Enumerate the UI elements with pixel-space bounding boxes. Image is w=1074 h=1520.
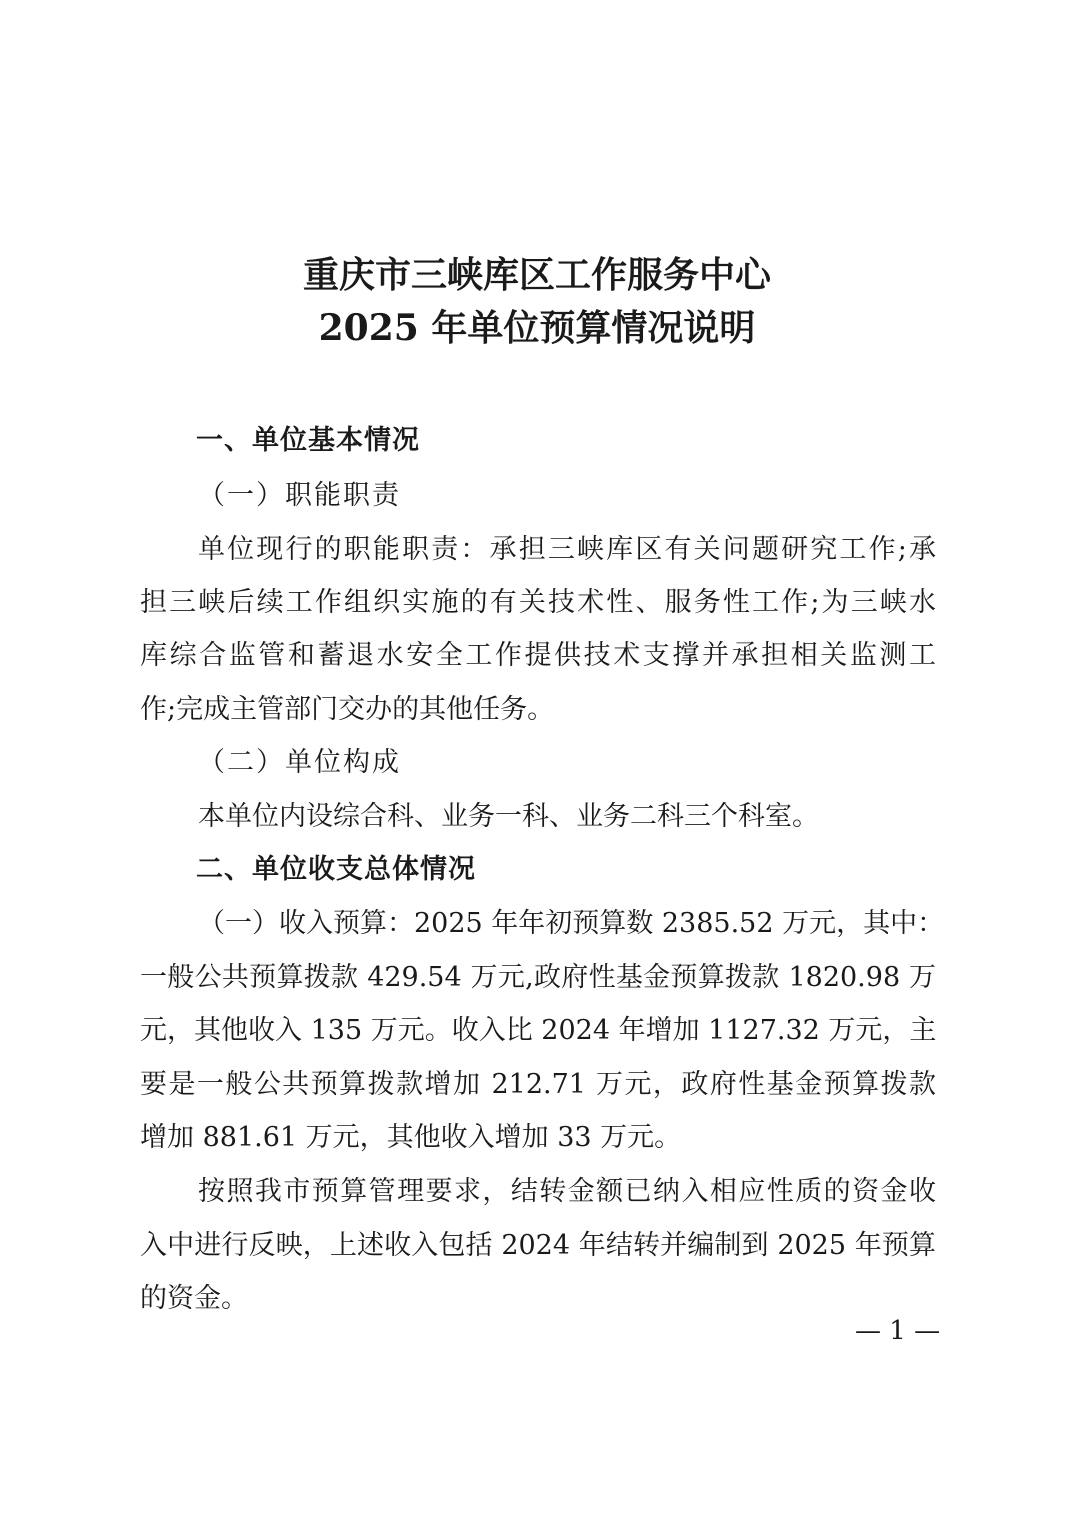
duties-line-4: 作;完成主管部门交办的其他任务。 xyxy=(140,694,555,725)
income-line-2: 一般公共预算拨款 429.54 万元,政府性基金预算拨款 1820.98 万 xyxy=(140,962,936,993)
composition-line-1: 本单位内设综合科、业务一科、业务二科三个科室。 xyxy=(198,801,819,832)
subsection-heading-composition: （二）单位构成 xyxy=(198,747,401,778)
duties-line-1: 单位现行的职能职责：承担三峡库区有关问题研究工作;承 xyxy=(198,534,936,565)
income-line-4: 要是一般公共预算拨款增加 212.71 万元，政府性基金预算拨款 xyxy=(140,1069,936,1100)
section-heading-budget-overview: 二、单位收支总体情况 xyxy=(196,854,476,885)
document-title-line2: 2025 年单位预算情况说明 xyxy=(318,307,756,349)
income-line-3: 元，其他收入 135 万元。收入比 2024 年增加 1127.32 万元，主 xyxy=(140,1015,937,1046)
duties-line-2: 担三峡后续工作组织实施的有关技术性、服务性工作;为三峡水 xyxy=(140,587,936,618)
subsection-heading-duties: （一）职能职责 xyxy=(198,480,401,511)
duties-line-3: 库综合监管和蓄退水安全工作提供技术支撑并承担相关监测工 xyxy=(140,640,936,671)
carryover-line-2: 入中进行反映，上述收入包括 2024 年结转并编制到 2025 年预算 xyxy=(140,1230,936,1261)
document-title-line1: 重庆市三峡库区工作服务中心 xyxy=(302,254,771,296)
income-line-1: （一）收入预算：2025 年年初预算数 2385.52 万元，其中： xyxy=(198,908,945,939)
page-number: — 1 — xyxy=(855,1316,941,1346)
carryover-line-1: 按照我市预算管理要求，结转金额已纳入相应性质的资金收 xyxy=(198,1176,936,1207)
section-heading-basic-info: 一、单位基本情况 xyxy=(196,425,420,456)
income-line-5: 增加 881.61 万元，其他收入增加 33 万元。 xyxy=(140,1122,682,1153)
carryover-line-3: 的资金。 xyxy=(140,1283,248,1314)
